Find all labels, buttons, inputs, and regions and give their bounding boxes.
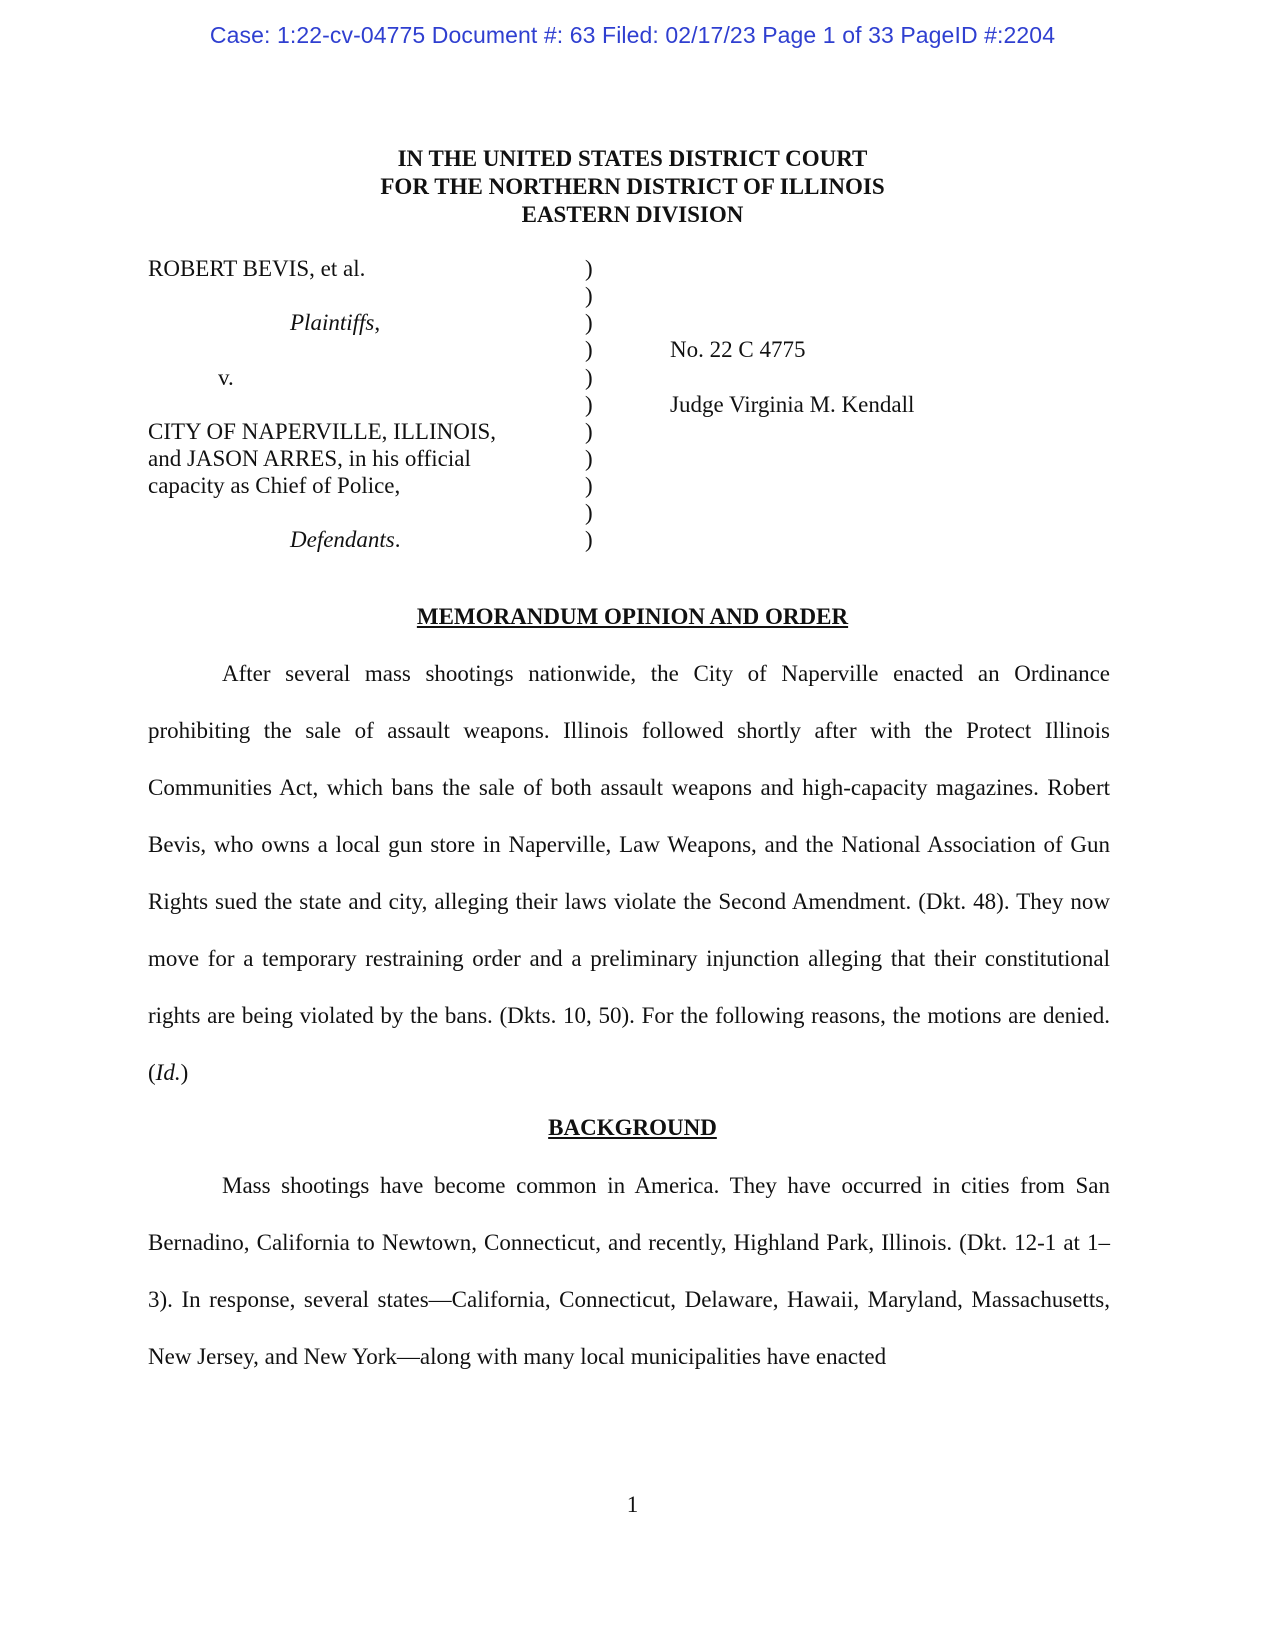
opening-paragraph: After several mass shootings nationwide, the City of Naperville enacted an Ordinance prohibiting the sale of assault weapons. Illinois followed shortly after with the Protect Illinois Communities Act, which bans the sale of both assault weapons and high-capacity magazines. Robert Bevis, who owns a local gun store in Naperville, Law Weapons, and the National Association of Gun Rights sued the state and city, alleging their laws violate the Second Amendment. (Dkt. 48). They now move for a temporary restraining order and a preliminary injunction alleging that their constitutional rights are being violated by the bans. (Dkts. 10, 50). For the following reasons, the motions are denied. (Id.) [148, 661, 1110, 1085]
case-header-stamp: Case: 1:22-cv-04775 Document #: 63 Filed: 02/17/23 Page 1 of 33 PageID #:2204 [209, 22, 1056, 48]
background-heading: BACKGROUND [548, 1115, 717, 1140]
background-paragraph: Mass shootings have become common in America. They have occurred in cities from San Bernadino, California to Newtown, Connecticut, and recently, Highland Park, Illinois. (Dkt. 12-1 at 1–3). In response, several states—California, Connecticut, Delaware, Hawaii, Maryland, Massachusetts, New Jersey, and New York—along with many local municipalities have enacted [148, 1173, 1110, 1369]
defendant-line-3: capacity as Chief of Police, [148, 473, 401, 498]
case-caption [148, 256, 1108, 576]
caption-paren: ) [585, 473, 593, 498]
caption-paren: ) [585, 500, 593, 525]
page-number: 1 [626, 1492, 639, 1517]
plaintiff-name: ROBERT BEVIS, et al. [148, 256, 366, 281]
court-line-1: IN THE UNITED STATES DISTRICT COURT [397, 146, 868, 171]
court-heading [0, 145, 1265, 229]
caption-paren: ) [585, 256, 593, 281]
defendant-line-1: CITY OF NAPERVILLE, ILLINOIS, [148, 419, 497, 444]
caption-paren: ) [585, 446, 593, 471]
versus: v. [218, 365, 234, 390]
caption-paren: ) [585, 419, 593, 444]
caption-paren: ) [585, 310, 593, 335]
court-line-3: EASTERN DIVISION [521, 202, 744, 227]
plaintiffs-label: Plaintiffs, [290, 310, 381, 335]
case-number: No. 22 C 4775 [670, 337, 806, 362]
caption-paren: ) [585, 392, 593, 417]
caption-paren: ) [585, 527, 593, 552]
caption-paren: ) [585, 337, 593, 362]
caption-paren: ) [585, 283, 593, 308]
court-line-2: FOR THE NORTHERN DISTRICT OF ILLINOIS [380, 174, 885, 199]
judge-name: Judge Virginia M. Kendall [670, 392, 915, 417]
defendant-line-2: and JASON ARRES, in his official [148, 446, 471, 471]
document-title: MEMORANDUM OPINION AND ORDER [416, 604, 849, 629]
defendants-label: Defendants. [290, 527, 401, 552]
caption-paren: ) [585, 365, 593, 390]
